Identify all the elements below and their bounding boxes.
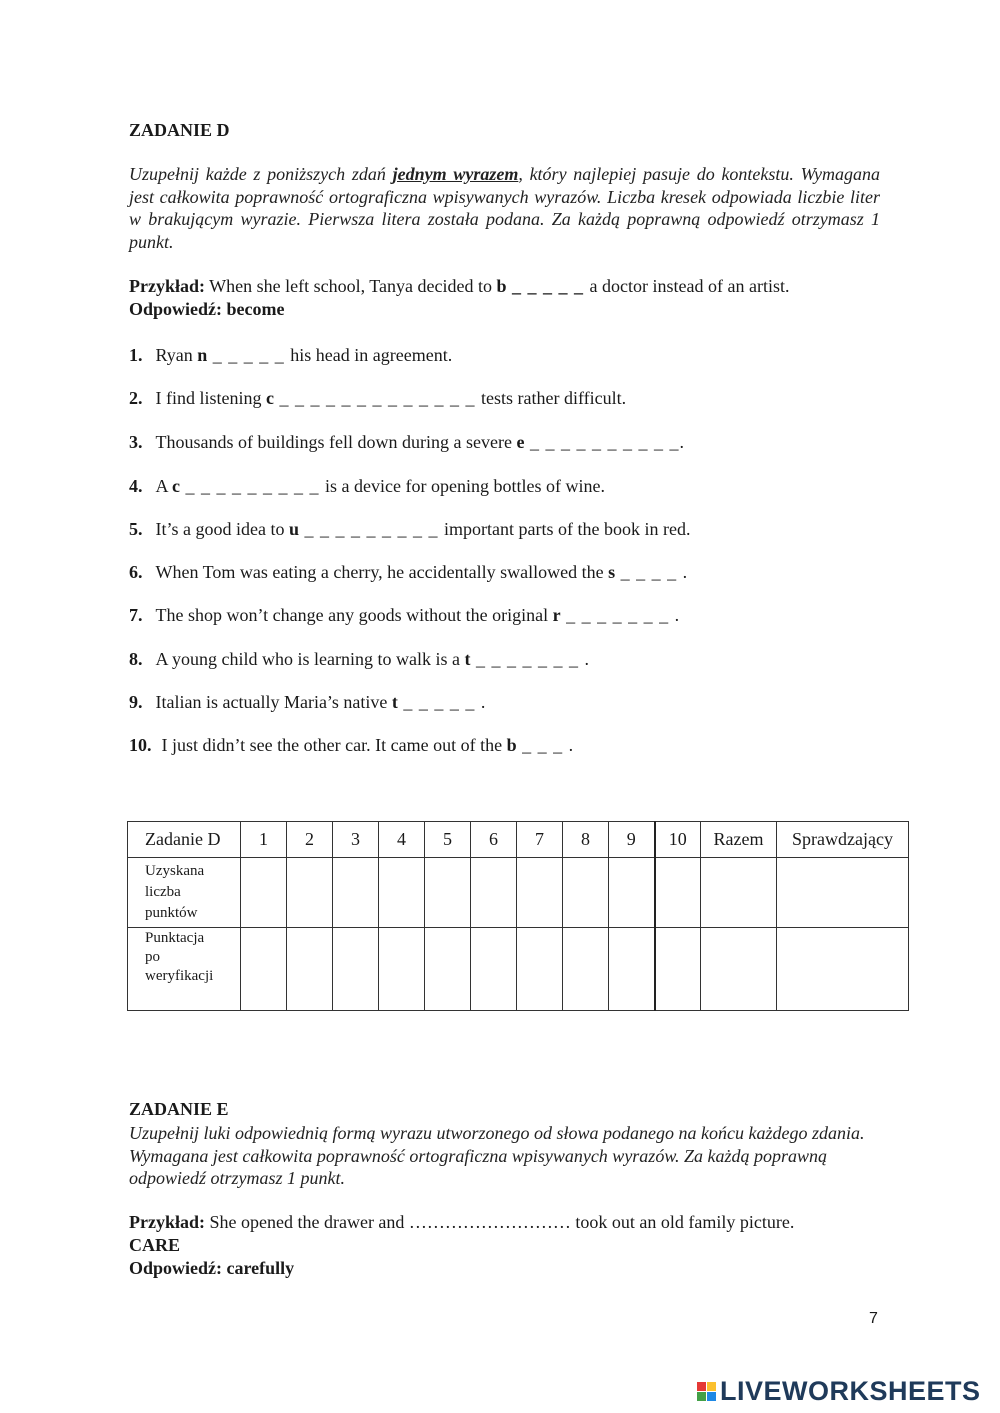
task-e-title: ZADANIE E <box>129 1099 229 1119</box>
task-d-item <box>129 345 452 366</box>
score-cell[interactable] <box>241 928 287 1011</box>
item-number: 1. <box>129 345 143 365</box>
item-first-letter: c <box>266 388 274 408</box>
page-number: 7 <box>869 1310 878 1327</box>
item-text-end: . <box>679 432 684 452</box>
score-cell[interactable] <box>287 858 333 928</box>
item-text-end: is a device for opening bottles of wine. <box>325 476 605 496</box>
header-cell: 8 <box>563 822 609 858</box>
score-cell[interactable] <box>517 858 563 928</box>
item-number: 4. <box>129 476 143 496</box>
item-number: 6. <box>129 562 143 582</box>
header-cell: 10 <box>655 822 701 858</box>
header-cell: 3 <box>333 822 379 858</box>
score-cell[interactable] <box>471 928 517 1011</box>
header-cell: Zadanie D <box>128 822 241 858</box>
item-number: 9. <box>129 692 143 712</box>
header-cell: 1 <box>241 822 287 858</box>
task-d-item <box>129 735 573 756</box>
example-label: Przykład: <box>129 1212 205 1232</box>
task-d-answer: Odpowiedź: become <box>129 299 285 319</box>
item-text: When Tom was eating a cherry, he accidentally swallowed the <box>155 562 609 582</box>
score-cell[interactable] <box>379 928 425 1011</box>
item-blank[interactable]: _ _ _ _ <box>615 562 683 582</box>
score-row-points <box>128 858 909 928</box>
score-cell[interactable] <box>241 858 287 928</box>
item-first-letter: n <box>197 345 208 365</box>
task-e-answer: Odpowiedź: carefully <box>129 1258 295 1278</box>
task-d-item <box>129 649 589 670</box>
item-text-end: tests rather difficult. <box>481 388 627 408</box>
item-first-letter: b <box>506 735 517 755</box>
row-label-points <box>128 858 241 928</box>
item-text-end: . <box>682 562 688 582</box>
instruction-text: Uzupełnij każde z poniższych zdań <box>129 164 393 184</box>
score-cell[interactable] <box>655 858 701 928</box>
item-text-end: his head in agreement. <box>290 345 453 365</box>
score-cell[interactable] <box>333 928 379 1011</box>
item-text: The shop won’t change any goods without the original <box>155 605 553 625</box>
item-text: I find listening <box>155 388 266 408</box>
task-d-item <box>129 605 679 626</box>
example-label: Przykład: <box>129 276 205 296</box>
item-blank[interactable]: _ _ _ _ _ _ _ _ _ <box>299 519 444 539</box>
item-blank[interactable]: _ _ _ _ _ _ _ <box>560 605 675 625</box>
score-cell[interactable] <box>517 928 563 1011</box>
row-label-line: Uzyskana <box>145 863 205 879</box>
score-cell[interactable] <box>425 928 471 1011</box>
item-text: Thousands of buildings fell down during a severe <box>155 432 517 452</box>
score-cell[interactable] <box>563 928 609 1011</box>
item-text: A young child who is learning to walk is a <box>155 649 465 669</box>
score-cell[interactable] <box>471 858 517 928</box>
score-cell[interactable] <box>701 928 777 1011</box>
example-text: She opened the drawer and ……………………… took out an old family picture. <box>205 1212 795 1232</box>
header-cell: 6 <box>471 822 517 858</box>
item-text-end: important parts of the book in red. <box>444 519 691 539</box>
item-text-end: . <box>584 649 589 669</box>
score-cell[interactable] <box>655 928 701 1011</box>
example-letter: b <box>496 276 507 296</box>
row-label-line: weryfikacji <box>145 968 214 984</box>
task-d-item <box>129 692 485 713</box>
score-cell[interactable] <box>777 858 909 928</box>
item-first-letter: t <box>464 649 471 669</box>
score-row-verification <box>128 928 909 1011</box>
item-number: 8. <box>129 649 143 669</box>
logo-text: LIVEWORKSHEETS <box>720 1376 981 1406</box>
task-e-example-word: CARE <box>129 1235 181 1255</box>
header-cell: Sprawdzający <box>777 822 909 858</box>
task-d-title: ZADANIE D <box>129 120 230 140</box>
header-cell: 5 <box>425 822 471 858</box>
row-label-line: Punktacja <box>145 930 205 946</box>
row-label-line: punktów <box>145 905 198 921</box>
row-label-line: liczba <box>145 884 181 900</box>
score-cell[interactable] <box>563 858 609 928</box>
task-d-item <box>129 562 687 583</box>
item-blank[interactable]: _ _ _ _ _ _ _ _ _ _ _ _ _ <box>274 388 481 408</box>
item-text-end: . <box>568 735 574 755</box>
example-rest: a doctor instead of an artist. <box>589 276 790 296</box>
item-first-letter: t <box>391 692 398 712</box>
item-blank[interactable]: _ _ _ _ _ <box>397 692 481 712</box>
task-d-instruction <box>129 163 880 253</box>
liveworksheets-logo <box>697 1376 981 1407</box>
item-first-letter: e <box>516 432 525 452</box>
task-d-example <box>129 276 789 297</box>
item-text: It’s a good idea to <box>155 519 289 539</box>
item-text: A <box>155 476 173 496</box>
item-first-letter: u <box>288 519 299 539</box>
row-label-line: po <box>145 949 160 965</box>
task-d-item <box>129 432 684 453</box>
example-dashes: _ _ _ _ _ <box>506 276 590 296</box>
item-number: 7. <box>129 605 143 625</box>
item-first-letter: c <box>172 476 181 496</box>
score-cell[interactable] <box>379 858 425 928</box>
instruction-text-rest: , który najlepiej pasuje do kontekstu. Wymagana jest całkowita poprawność ortograficzna wpisywanych wyrazów. Liczba kresek odpowiada liczbie liter w brakującym wyrazie. Pierwsza litera została podana. Za każdą poprawną odpowiedź otrzymasz 1 punkt. <box>129 164 880 252</box>
item-text: Ryan <box>155 345 198 365</box>
header-cell: 4 <box>379 822 425 858</box>
score-cell[interactable] <box>701 858 777 928</box>
score-cell[interactable] <box>287 928 333 1011</box>
item-blank[interactable]: _ _ _ _ _ <box>207 345 291 365</box>
item-number: 3. <box>129 432 143 452</box>
score-cell[interactable] <box>609 858 655 928</box>
item-blank[interactable]: _ _ _ _ _ _ _ _ _ _ <box>524 432 680 452</box>
task-d-item <box>129 519 690 540</box>
item-number: 2. <box>129 388 143 408</box>
item-blank[interactable]: _ _ _ _ _ _ _ _ _ <box>180 476 326 496</box>
item-first-letter: s <box>608 562 616 582</box>
item-text-end: . <box>674 605 680 625</box>
header-cell: 7 <box>517 822 563 858</box>
item-blank[interactable]: _ _ _ <box>516 735 569 755</box>
item-text-end: . <box>480 692 486 712</box>
score-table <box>127 821 909 1011</box>
row-label-verification <box>128 928 241 1011</box>
score-cell[interactable] <box>425 858 471 928</box>
task-e-example <box>129 1212 794 1233</box>
task-d-item <box>129 388 626 409</box>
task-e-instruction: Uzupełnij luki odpowiednią formą wyrazu utworzonego od słowa podanego na końcu każdego zdania. Wymagana jest całkowita poprawność ortograficzna wpisywanych wyrazów. Za każdą poprawną odpowiedź otrzymasz 1 punkt. <box>129 1123 865 1188</box>
task-d-item <box>129 476 605 497</box>
instruction-emphasis: jednym wyrazem <box>392 164 519 184</box>
header-cell: 9 <box>609 822 655 858</box>
example-text: When she left school, Tanya decided to <box>205 276 497 296</box>
score-table-header-row <box>128 822 909 858</box>
score-cell[interactable] <box>609 928 655 1011</box>
header-cell: Razem <box>701 822 777 858</box>
score-cell[interactable] <box>777 928 909 1011</box>
item-blank[interactable]: _ _ _ _ _ _ _ <box>470 649 585 669</box>
score-cell[interactable] <box>333 858 379 928</box>
item-number: 10. <box>129 735 152 755</box>
item-text: Italian is actually Maria’s native <box>155 692 392 712</box>
header-cell: 2 <box>287 822 333 858</box>
item-first-letter: r <box>552 605 561 625</box>
item-text: I just didn’t see the other car. It came out of the <box>161 735 507 755</box>
item-number: 5. <box>129 519 143 539</box>
logo-icon <box>697 1382 717 1402</box>
